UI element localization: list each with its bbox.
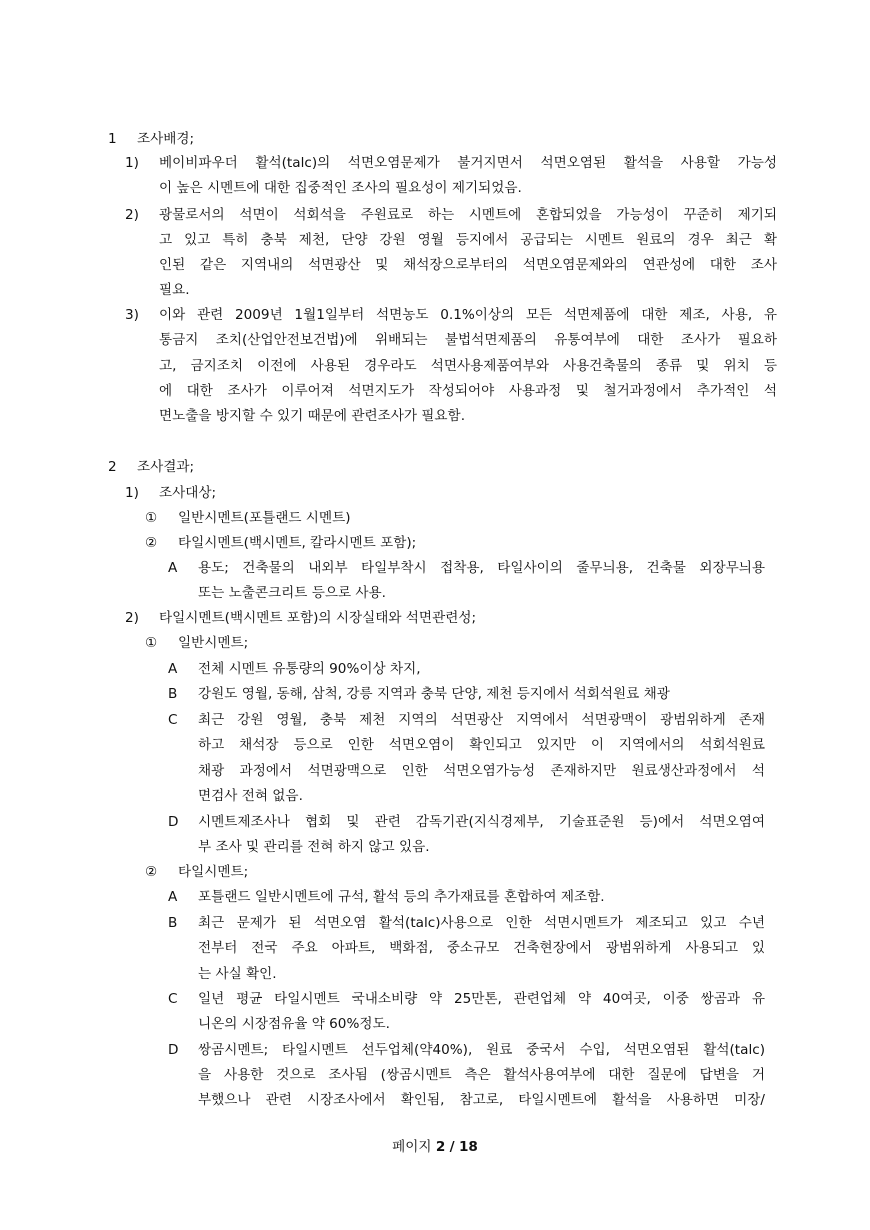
paragraph-line: 베이비파우더 활석(talc)의 석면오염문제가 불거지면서 석면오염된 활석을 사용할 가능성 — [159, 155, 777, 171]
item-marker: 2) — [125, 207, 139, 223]
page-label: 페이지 — [392, 1139, 432, 1155]
paragraph-line: 전부터 전국 주요 아파트, 백화점, 중소규모 건축현장에서 광범위하게 사용되고 있 — [198, 940, 765, 956]
paragraph-line: 강원도 영월, 동해, 삼척, 강릉 지역과 충북 단양, 제천 등지에서 석회석원료 채광 — [198, 686, 670, 702]
page-separator: / — [449, 1139, 455, 1155]
paragraph-line: 을 사용한 것으로 조사됨 (쌍곰시멘트 측은 활석사용여부에 대한 질문에 답변을 거 — [198, 1067, 765, 1083]
list-item: 일반시멘트; — [178, 635, 249, 651]
paragraph-line: 통금지 조치(산업안전보건법)에 위배되는 불법석면제품의 유통여부에 대한 조사가 필요하 — [159, 332, 777, 348]
item-marker: 1) — [125, 485, 139, 501]
list-item: 타일시멘트(백시멘트, 칼라시멘트 포함); — [178, 535, 417, 551]
paragraph-line: 고, 금지조치 이전에 사용된 경우라도 석면사용제품여부와 사용건축물의 종류 및 위치 등 — [159, 358, 777, 374]
circled-marker: ① — [145, 635, 158, 651]
list-item: 타일시멘트; — [178, 864, 249, 880]
paragraph-line: 쌍곰시멘트; 타일시멘트 선두업체(약40%), 원료 중국서 수입, 석면오염된 활석(talc) — [198, 1042, 765, 1058]
paragraph-line: 채광 과정에서 석면광맥으로 인한 석면오염가능성 존재하지만 원료생산과정에서 석 — [198, 763, 765, 779]
letter-marker: A — [168, 560, 178, 576]
subsection-title: 타일시멘트(백시멘트 포함)의 시장실태와 석면관련성; — [159, 610, 477, 626]
paragraph-line: 전체 시멘트 유통량의 90%이상 차지, — [198, 661, 421, 677]
paragraph-line: 면검사 전혀 없음. — [198, 788, 303, 804]
circled-marker: ② — [145, 535, 158, 551]
paragraph-line: 부 조사 및 관리를 전혀 하지 않고 있음. — [198, 839, 430, 855]
paragraph-line: 하고 채석장 등으로 인한 석면오염이 확인되고 있지만 이 지역에서의 석회석원료 — [198, 737, 765, 753]
item-marker: 1) — [125, 155, 139, 171]
paragraph-line: 에 대한 조사가 이루어져 석면지도가 작성되어야 사용과정 및 철거과정에서 추가적인 석 — [159, 383, 777, 399]
letter-marker: B — [168, 686, 178, 702]
letter-marker: A — [168, 889, 178, 905]
paragraph-line: 는 사실 확인. — [198, 966, 277, 982]
paragraph-line: 최근 문제가 된 석면오염 활석(talc)사용으로 인한 석면시멘트가 제조되고 있고 수년 — [198, 915, 765, 931]
letter-marker: C — [168, 712, 178, 728]
paragraph-line: 면노출을 방지할 수 있기 때문에 관련조사가 필요함. — [159, 408, 466, 424]
list-item: 일반시멘트(포틀랜드 시멘트) — [178, 510, 351, 526]
paragraph-line: 필요. — [159, 282, 190, 298]
paragraph-line: 인된 같은 지역내의 석면광산 및 채석장으로부터의 석면오염문제와의 연관성에 대한 조사 — [159, 257, 777, 273]
item-marker: 2) — [125, 610, 139, 626]
letter-marker: D — [168, 814, 179, 830]
circled-marker: ① — [145, 510, 158, 526]
paragraph-line: 고 있고 특히 충북 제천, 단양 강원 영월 등지에서 공급되는 시멘트 원료의 경우 최근 확 — [159, 232, 777, 248]
item-marker: 3) — [125, 307, 139, 323]
letter-marker: C — [168, 991, 178, 1007]
paragraph-line: 부했으나 관련 시장조사에서 확인됨, 참고로, 타일시멘트에 활석을 사용하면 미장/ — [198, 1092, 765, 1108]
paragraph-line: 니온의 시장점유율 약 60%정도. — [198, 1016, 390, 1032]
circled-marker: ② — [145, 864, 158, 880]
paragraph-line: 시멘트제조사나 협회 및 관련 감독기관(지식경제부, 기술표준원 등)에서 석면오염여 — [198, 814, 765, 830]
letter-marker: B — [168, 915, 178, 931]
paragraph-line: 포틀랜드 일반시멘트에 규석, 활석 등의 추가재료를 혼합하여 제조함. — [198, 889, 605, 905]
paragraph-line: 일년 평균 타일시멘트 국내소비량 약 25만톤, 관련업체 약 40여곳, 이중 쌍곰과 유 — [198, 991, 765, 1007]
section-1-title: 조사배경; — [137, 131, 195, 147]
paragraph-line: 광물로서의 석면이 석회석을 주원료로 하는 시멘트에 혼합되었을 가능성이 꾸준히 제기되 — [159, 207, 777, 223]
page-footer — [0, 1135, 870, 1159]
subsection-title: 조사대상; — [159, 485, 217, 501]
letter-marker: A — [168, 661, 178, 677]
paragraph-line: 또는 노출콘크리트 등으로 사용. — [198, 585, 386, 601]
section-2-title: 조사결과; — [137, 459, 195, 475]
paragraph-line: 이 높은 시멘트에 대한 집중적인 조사의 필요성이 제기되었음. — [159, 180, 522, 196]
page-total: 18 — [458, 1139, 478, 1155]
page-current: 2 — [435, 1139, 446, 1155]
paragraph-line: 용도; 건축물의 내외부 타일부착시 접착용, 타일사이의 줄무늬용, 건축물 외장무늬용 — [198, 560, 765, 576]
section-1-number: 1 — [108, 131, 117, 147]
letter-marker: D — [168, 1042, 179, 1058]
paragraph-line: 최근 강원 영월, 충북 제천 지역의 석면광산 지역에서 석면광맥이 광범위하게 존재 — [198, 712, 765, 728]
section-2-number: 2 — [108, 459, 117, 475]
paragraph-line: 이와 관련 2009년 1월1일부터 석면농도 0.1%이상의 모든 석면제품에 대한 제조, 사용, 유 — [159, 307, 777, 323]
